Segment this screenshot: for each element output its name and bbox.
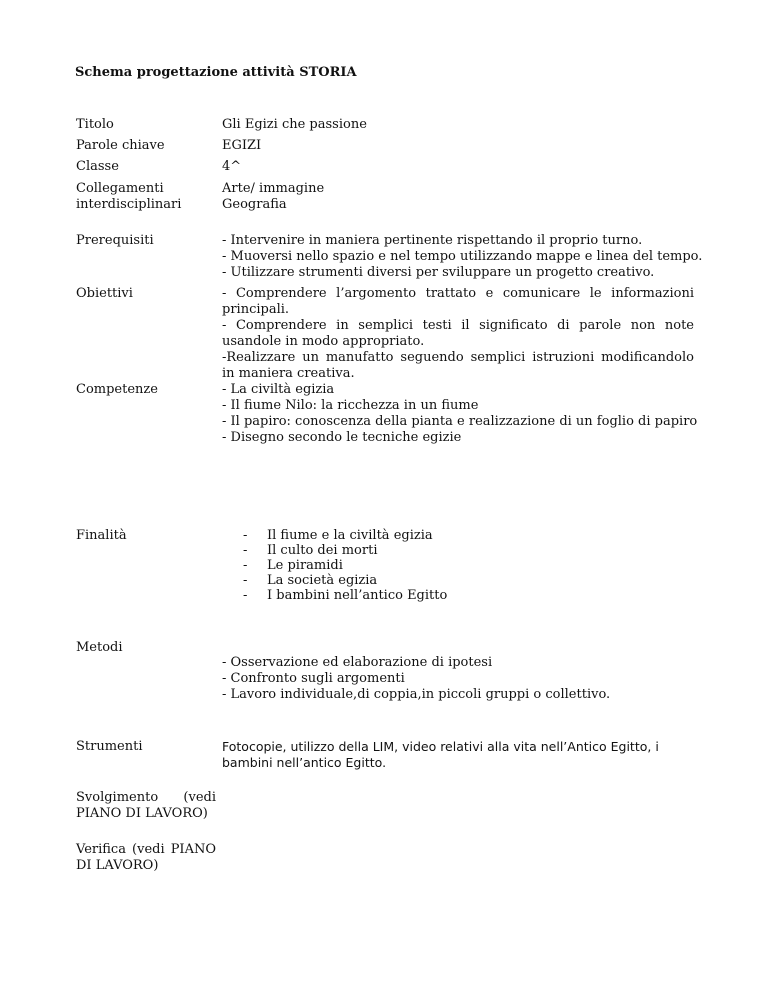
competenze-line-4: - Disegno secondo le tecniche egizie (222, 430, 462, 445)
prerequisiti-line-3: - Utilizzare strumenti diversi per sviluppare un progetto creativo. (222, 265, 655, 280)
verifica-label (76, 842, 216, 874)
verifica-label-line-1 (76, 842, 216, 858)
competenze-value (222, 382, 698, 446)
verifica-word: Verifica (76, 842, 126, 857)
competenze-line-3: - Il papiro: conoscenza della pianta e realizzazione di un foglio di papiro (222, 414, 698, 429)
obiettivi-label: Obiettivi (76, 286, 133, 301)
dash-bullet: - (243, 558, 248, 573)
parole-chiave-label: Parole chiave (76, 138, 165, 153)
dash-bullet: - (243, 588, 248, 603)
svolgimento-label-line-2: PIANO DI LAVORO) (76, 806, 208, 821)
strumenti-label: Strumenti (76, 739, 143, 754)
collegamenti-value (222, 181, 694, 213)
finalita-item-text: I bambini nell’antico Egitto (267, 588, 448, 603)
dash-bullet: - (243, 573, 248, 588)
titolo-value: Gli Egizi che passione (222, 117, 367, 132)
obiettivi-line-3: -Realizzare un manufatto seguendo semplici istruzioni modificandolo in maniera creativa. (222, 350, 694, 381)
metodi-line-3: - Lavoro individuale,di coppia,in piccoli gruppi o collettivo. (222, 687, 611, 702)
finalita-item (243, 543, 447, 558)
svolgimento-label (76, 790, 216, 822)
obiettivi-value (222, 286, 694, 382)
collegamenti-label (76, 181, 216, 213)
dash-bullet: - (243, 543, 248, 558)
finalita-item (243, 588, 447, 603)
strumenti-value: Fotocopie, utilizzo della LIM, video relativi alla vita nell’Antico Egitto, i bambini nell’antico Egitto. (222, 739, 659, 770)
metodi-line-2: - Confronto sugli argomenti (222, 671, 405, 686)
verifica-vedi: (vedi (132, 842, 165, 857)
metodi-line-1: - Osservazione ed elaborazione di ipotesi (222, 655, 493, 670)
classe-value: 4^ (222, 159, 242, 174)
collegamenti-label-line-2: interdisciplinari (76, 197, 182, 212)
metodi-label: Metodi (76, 640, 123, 655)
dash-bullet: - (243, 528, 248, 543)
collegamenti-label-line-1: Collegamenti (76, 181, 164, 196)
prerequisiti-value (222, 233, 703, 281)
competenze-label: Competenze (76, 382, 158, 397)
finalita-item-text: Il fiume e la civiltà egizia (267, 528, 433, 543)
collegamenti-value-line-1: Arte/ immagine (222, 181, 325, 196)
page-title: Schema progettazione attività STORIA (75, 65, 357, 80)
finalita-item (243, 573, 447, 588)
finalita-label: Finalità (76, 528, 127, 543)
prerequisiti-label: Prerequisiti (76, 233, 154, 248)
collegamenti-value-line-2: Geografia (222, 197, 287, 212)
verifica-label-line-2: DI LAVORO) (76, 858, 159, 873)
finalita-item-text: La società egizia (267, 573, 378, 588)
parole-chiave-value: EGIZI (222, 138, 262, 153)
competenze-line-2: - Il fiume Nilo: la ricchezza in un fiume (222, 398, 479, 413)
finalita-list (243, 528, 447, 603)
titolo-label: Titolo (76, 117, 114, 132)
verifica-piano: PIANO (170, 842, 216, 857)
prerequisiti-line-2: - Muoversi nello spazio e nel tempo utilizzando mappe e linea del tempo. (222, 249, 703, 264)
svolgimento-label-line-1 (76, 790, 216, 806)
finalita-item-text: Le piramidi (267, 558, 343, 573)
finalita-item-text: Il culto dei morti (267, 543, 378, 558)
prerequisiti-line-1: - Intervenire in maniera pertinente rispettando il proprio turno. (222, 233, 643, 248)
competenze-line-1: - La civiltà egizia (222, 382, 335, 397)
finalita-item (243, 558, 447, 573)
finalita-item (243, 528, 447, 543)
obiettivi-line-2: - Comprendere in semplici testi il significato di parole non note usandole in modo appropriato. (222, 318, 694, 349)
obiettivi-line-1: - Comprendere l’argomento trattato e comunicare le informazioni principali. (222, 286, 694, 317)
metodi-value (222, 655, 694, 703)
classe-label: Classe (76, 159, 119, 174)
svolgimento-vedi: (vedi (183, 790, 216, 805)
svolgimento-word: Svolgimento (76, 790, 159, 805)
